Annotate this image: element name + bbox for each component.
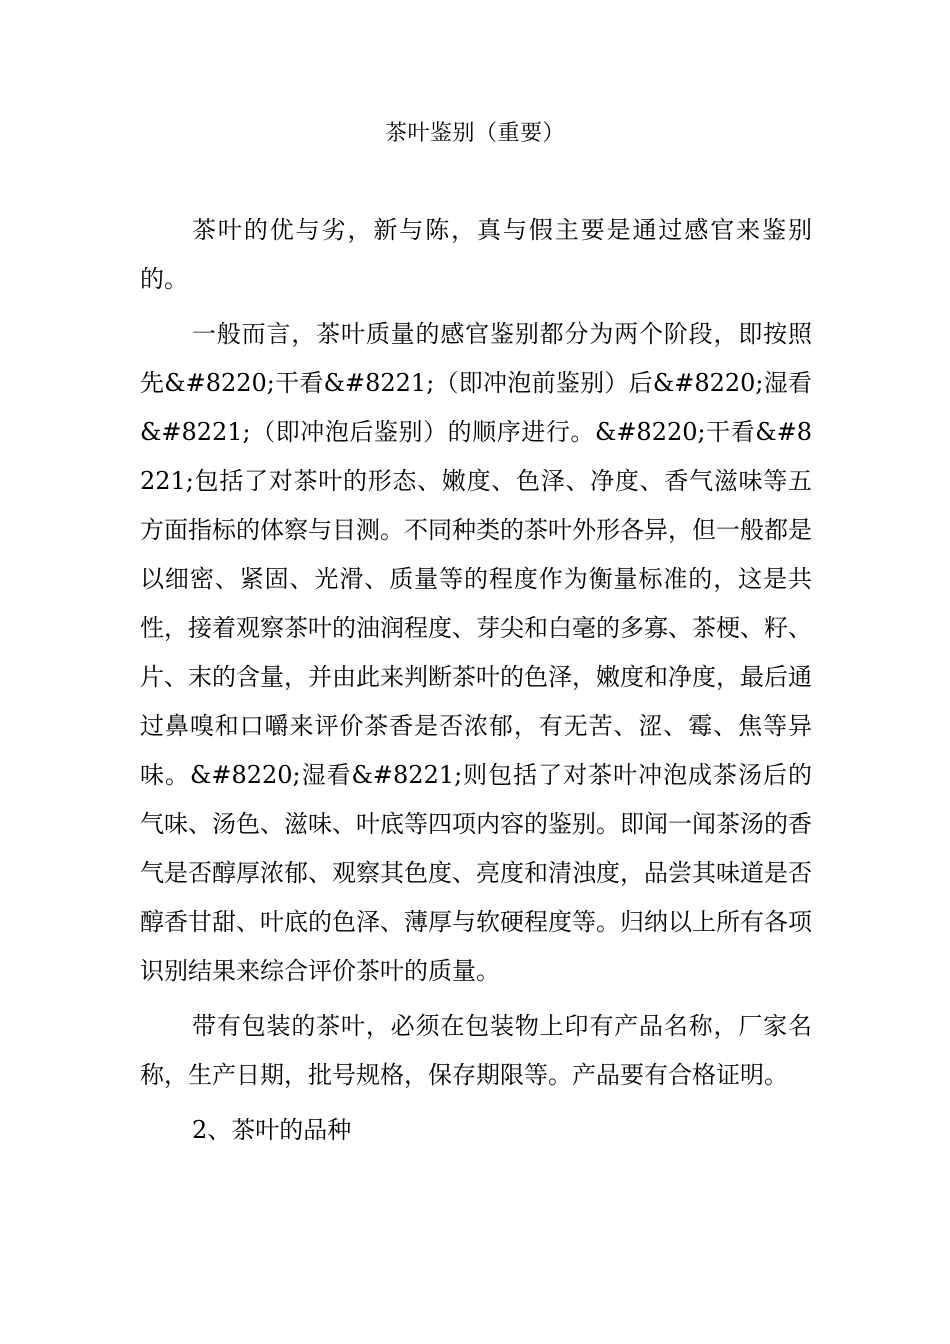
paragraph-packaging: 带有包装的茶叶，必须在包装物上印有产品名称，厂家名称，生产日期，批号规格，保存期限等。产品要有合格证明。 (140, 1012, 812, 1089)
paragraph-intro: 茶叶的优与劣，新与陈，真与假主要是通过感官来鉴别的。 (140, 216, 812, 293)
document-body (140, 206, 812, 1161)
section-heading-tea-varieties: 2、茶叶的品种 (192, 1116, 352, 1144)
document-title: 茶叶鉴别（重要） (384, 121, 565, 146)
paragraph-sensory-evaluation: 一般而言，茶叶质量的感官鉴别都分为两个阶段，即按照先&#8220;干看&#8221;（即冲泡前鉴别）后&#8220;湿看&#8221;（即冲泡后鉴别）的顺序进行。&#8220;干看&#8221;包括了对茶叶的形态、嫩度、色泽、净度、香气滋味等五方面指标的体察与目测。不同种类的茶叶外形各异，但一般都是以细密、紧固、光滑、质量等的程度作为衡量标准的，这是共性，接着观察茶叶的油润程度、芽尖和白毫的多寡、茶梗、籽、片、末的含量，并由此来判断茶叶的色泽，嫩度和净度，最后通过鼻嗅和口嚼来评价茶香是否浓郁，有无苦、涩、霉、焦等异味。&#8220;湿看&#8221;则包括了对茶叶冲泡成茶汤后的气味、汤色、滋味、叶底等四项内容的鉴别。即闻一闻茶汤的香气是否醇厚浓郁、观察其色度、亮度和清浊度，品尝其味道是否醇香甘甜、叶底的色泽、薄厚与软硬程度等。归纳以上所有各项识别结果来综合评价茶叶的质量。 (140, 320, 812, 985)
